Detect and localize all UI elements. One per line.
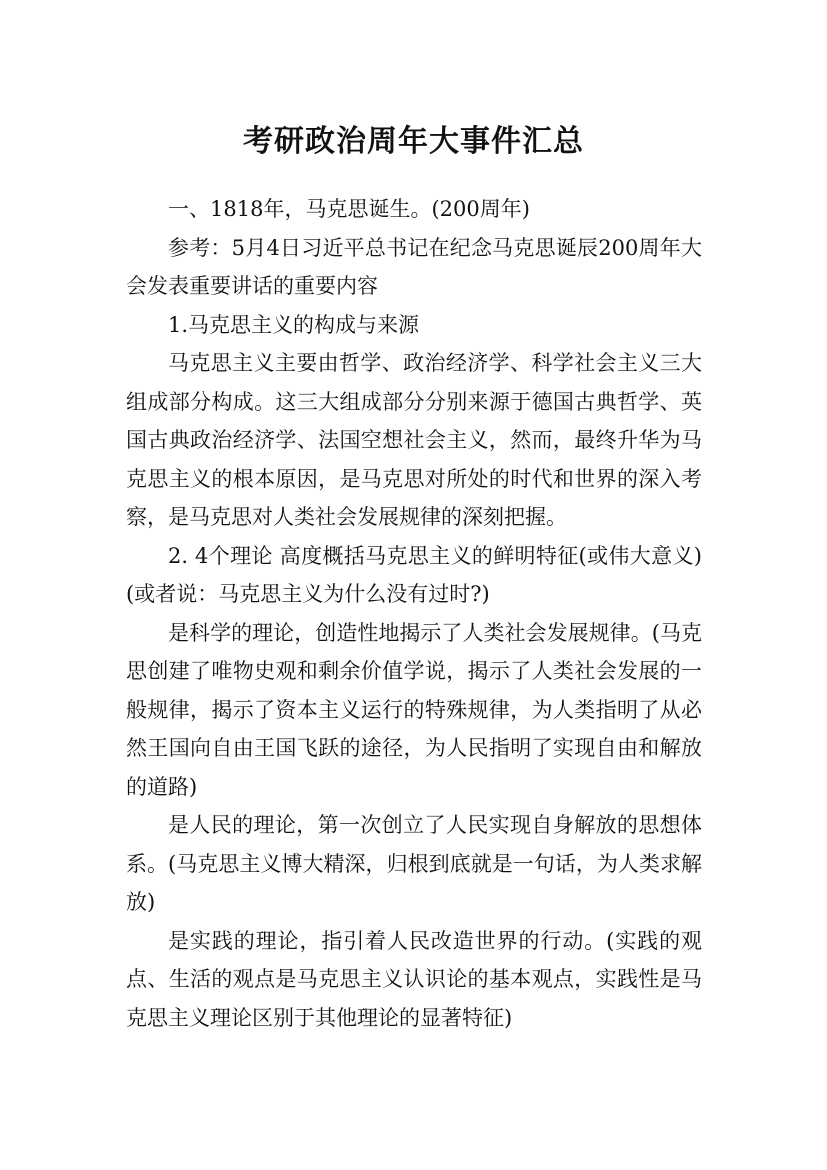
paragraph-scientific-theory: 是科学的理论，创造性地揭示了人类社会发展规律。(马克思创建了唯物史观和剩余价值学说，揭示了人类社会发展的一般规律，揭示了资本主义运行的特殊规律，为人类指明了从必然王国向自由王国飞跃的途径，为人民指明了实现自由和解放的道路): [126, 620, 702, 799]
document-title: 考研政治周年大事件汇总: [243, 124, 584, 160]
paragraph-people-theory: 是人民的理论，第一次创立了人民实现自身解放的思想体系。(马克思主义博大精深，归根到底就是一句话，为人类求解放): [126, 813, 702, 914]
paragraph-composition: 马克思主义主要由哲学、政治经济学、科学社会主义三大组成部分构成。这三大组成部分分别来源于德国古典哲学、英国古典政治经济学、法国空想社会主义，然而，最终升华为马克思主义的根本原因，是马克思对所处的时代和世界的深入考察，是马克思对人类社会发展规律的深刻把握。: [126, 351, 702, 529]
paragraph-section-2: 2. 4个理论 高度概括马克思主义的鲜明特征(或伟大意义)(或者说：马克思主义为什么没有过时?): [126, 543, 702, 606]
paragraph-reference: 参考：5月4日习近平总书记在纪念马克思诞辰200周年大会发表重要讲话的重要内容: [126, 235, 702, 298]
paragraph-section-1: 1.马克思主义的构成与来源: [168, 312, 420, 337]
paragraph-heading-1818: 一、1818年，马克思诞生。(200周年): [168, 197, 530, 221]
document-body: [126, 190, 702, 1037]
paragraph-practice-theory: 是实践的理论，指引着人民改造世界的行动。(实践的观点、生活的观点是马克思主义认识论的基本观点，实践性是马克思主义理论区别于其他理论的显著特征): [126, 928, 702, 1030]
